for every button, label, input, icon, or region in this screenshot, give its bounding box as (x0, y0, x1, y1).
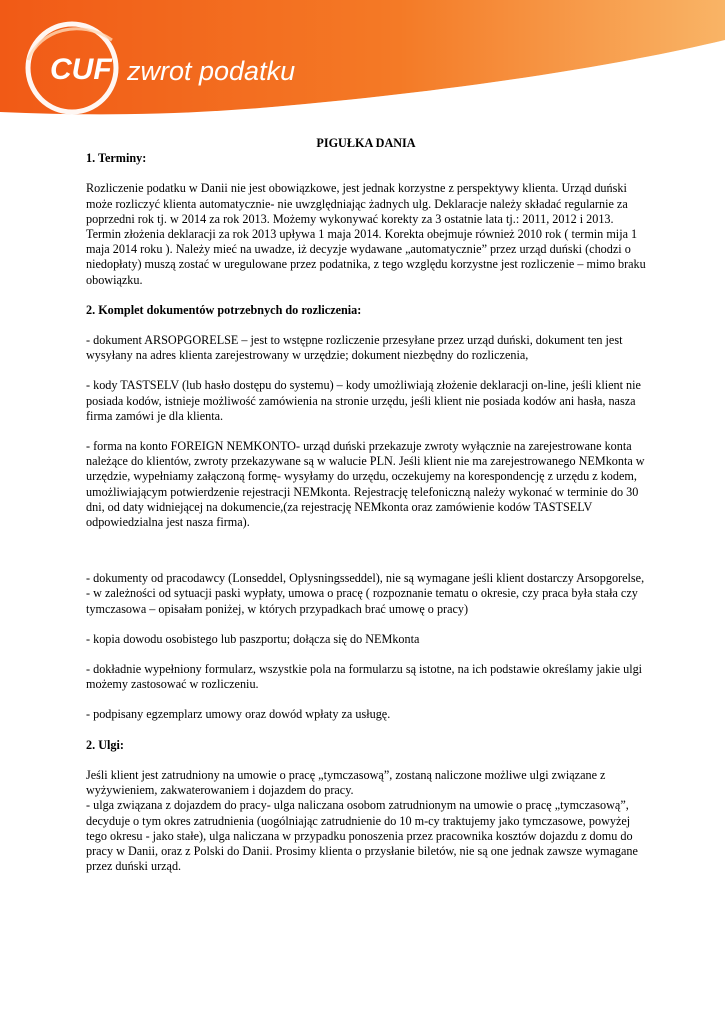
section-heading-dokumenty: 2. Komplet dokumentów potrzebnych do rozliczenia: (86, 302, 362, 317)
doc-item-tastselv: - kody TASTSELV (lub hasło dostępu do systemu) – kody umożliwiają złożenie deklaracji on-line, jeśli klient nie posiada kodów, istnieje możliwość zamówienia na stronie urzędu, jeśli klient nie posiada kodów ani hasła, nasza firma zamówi je dla klienta. (86, 378, 641, 423)
ulgi-paragraph-intro: Jeśli klient jest zatrudniony na umowie o pracę „tymczasową”, zostaną naliczone możliwe ulgi związane z wyżywieniem, zakwaterowaniem i dojazdem do pracy. (86, 767, 606, 798)
ulgi-paragraph-dojazd: - ulga związana z dojazdem do pracy- ulga naliczana osobom zatrudnionym na umowie o pracę „tymczasową”, decyduje o tym okres zatrudnienia (uogólniając zatrudnienie do 10 m-cy traktujemy jako tymczasowe, powyżej tego okresu - jako stałe), ulga naliczana w przypadku ponoszenia przez pracownika kosztów dojazdu z domu do pracy w Danii, oraz z Polski do Danii. Prosimy klienta o przysłanie biletów, nie są one jednak zawsze wymagane przez duński urząd. (86, 798, 638, 874)
section-heading-terminy: 1. Terminy: (86, 151, 147, 166)
doc-item-nemkonto: - forma na konto FOREIGN NEMKONTO- urząd duński przekazuje zwroty wyłącznie na zarejestrowane konta należące do klientów, zwroty przekazywane są w walucie PLN. Jeśli klient nie ma zarejestrowanego NEMkonta w urzędzie, wypełniamy załączoną formę- wysyłamy do urzędu, oczekujemy na korespondencję z urzędu z kodem, umożliwiającym potwierdzenie rejestracji NEMkonta. Rejestrację telefoniczną należy wykonać w terminie do 30 dni, od daty widniejącej na dokumencie,(za rejestrację NEMkonta oraz zamówienie kodów TASTSELV odpowiedzialna jest nasza firma). (86, 439, 645, 530)
tagline: zwrot podatku (127, 56, 296, 86)
terminy-paragraph: Rozliczenie podatku w Danii nie jest obowiązkowe, jest jednak korzystne z perspektywy klienta. Urząd duński może rozliczyć klienta automatycznie- nie uwzględniając żadnych ulg. Deklaracje należy składać regularnie za poprzedni rok tj. w 2014 za rok 2013. Możemy wykonywać korekty za 3 ostatnie lata tj.: 2011, 2012 i 2013. Termin złożenia deklaracji za rok 2013 upływa 1 maja 2014. Korekta obejmuje również 2010 rok ( termin mija 1 maja 2014 roku ). Należy mieć na uwadze, iż decyzje wydawane „automatycznie” przez urząd duński (chodzi o niedopłaty) muszą zostać w uregulowane przez podatnika, z tego względu korzystne jest rozliczenie – mimo braku obowiązku. (86, 181, 646, 287)
doc-item-pracodawca: - dokumenty od pracodawcy (Lonseddel, Oplysningsseddel), nie są wymagane jeśli klient dostarczy Arsopgorelse, - w zależności od sytuacji paski wypłaty, umowa o pracę ( rozpoznanie tematu o okresie, czy praca była stała czy tymczasowa – opisałam poniżej, w których przypadkach brać umowę o pracy) (86, 571, 645, 616)
document-title: PIGUŁKA DANIA (316, 136, 416, 150)
doc-item-formularz: - dokładnie wypełniony formularz, wszystkie pola na formularzu są istotne, na ich podstawie określamy jakie ulgi możemy zastosować w rozliczeniu. (86, 662, 643, 692)
section-heading-ulgi: 2. Ulgi: (86, 737, 124, 752)
doc-item-arsopgorelse: - dokument ARSOPGORELSE – jest to wstępne rozliczenie przesyłane przez urząd duński, dokument ten jest wysyłany na adres klienta zarejestrowany w urzędzie; dokument niezbędny do rozliczenia, (86, 333, 623, 363)
document-body (86, 136, 646, 874)
logo-text: CUF (50, 53, 112, 86)
doc-item-dowod: - kopia dowodu osobistego lub paszportu; dołącza się do NEMkonta (86, 631, 420, 646)
doc-item-umowa: - podpisany egzemplarz umowy oraz dowód wpłaty za usługę. (86, 707, 391, 722)
header-banner (0, 0, 725, 130)
